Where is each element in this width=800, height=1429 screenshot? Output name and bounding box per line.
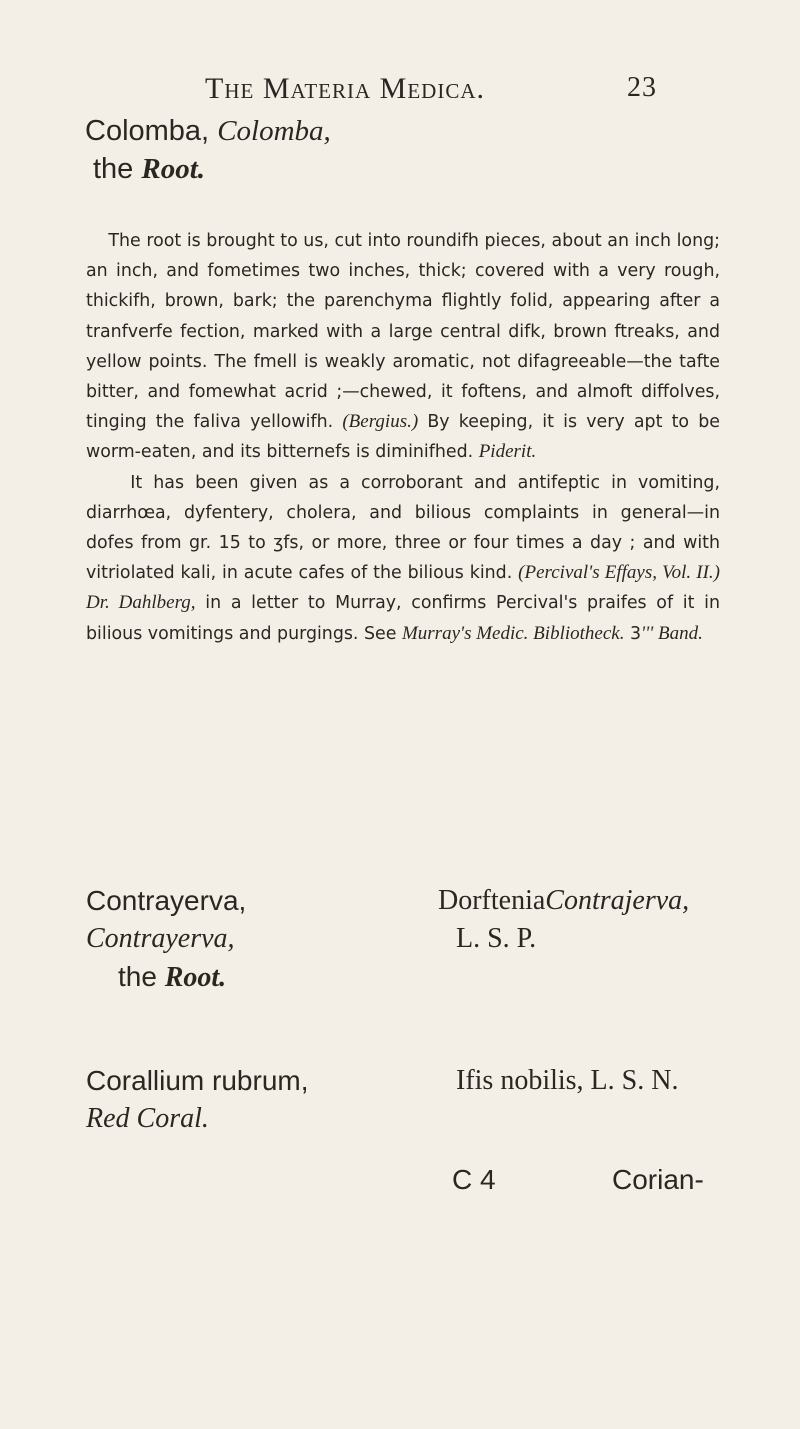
contrayerva-linnaean: DorfteniaContrajerva, L. S. P. — [438, 885, 690, 954]
paragraph-uses: It has been given as a corroborant and antifeptic in vomiting, diarrhœa, dyfentery, cholera, and bilious complaints in general—in dofes from gr. 15 to ʒfs, or more, three or four times a day ; and with vitriolated kali, in acute cafes of the bilious kind. (Percival's Effays, Vol. II.) Dr. Dahlberg, in a letter to Murray, confirms Percival's praifes of it in bilious vomitings and purgings. See Murray's Medic. Bibliotheck. 3''' Band. — [86, 472, 721, 644]
entry-part: the — [93, 153, 134, 185]
entry-heading-contrayerva: Contrayerva, Contrayerva, the Root. — [86, 885, 247, 993]
entry-name: Colomba, — [85, 115, 210, 147]
page-number: 23 — [627, 72, 657, 103]
signature-mark: C 4 — [452, 1164, 496, 1195]
entry-part-italic: Root. — [141, 153, 206, 185]
catchword: Corian- — [612, 1164, 704, 1195]
entry-body — [86, 226, 720, 649]
entry-heading-colomba — [85, 112, 331, 188]
entry-heading-corallium: Corallium rubrum, Red Coral. — [86, 1065, 309, 1134]
running-head — [205, 72, 657, 106]
entry-latin: Colomba, — [217, 115, 331, 147]
paragraph-description: The root is brought to us, cut into roundifh pieces, about an inch long; an inch, and fometimes two inches, thick; covered with a very rough, thickifh, brown, bark; the parenchyma flightly folid, appearing after a tranfverfe fection, marked with a large central difk, brown ftreaks, and yellow points. The fmell is weakly aromatic, not difagreeable—the tafte bitter, and fomewhat acrid ;—chewed, it foftens, and almoft diffolves, tinging the faliva yellowifh. (Bergius.) By keeping, it is very apt to be worm-eaten, and its bitternefs is diminifhed. Piderit. — [86, 231, 720, 463]
running-head-title: The Materia Medica. — [205, 72, 485, 105]
corallium-linnaean: Ifis nobilis, L. S. N. — [456, 1065, 679, 1096]
